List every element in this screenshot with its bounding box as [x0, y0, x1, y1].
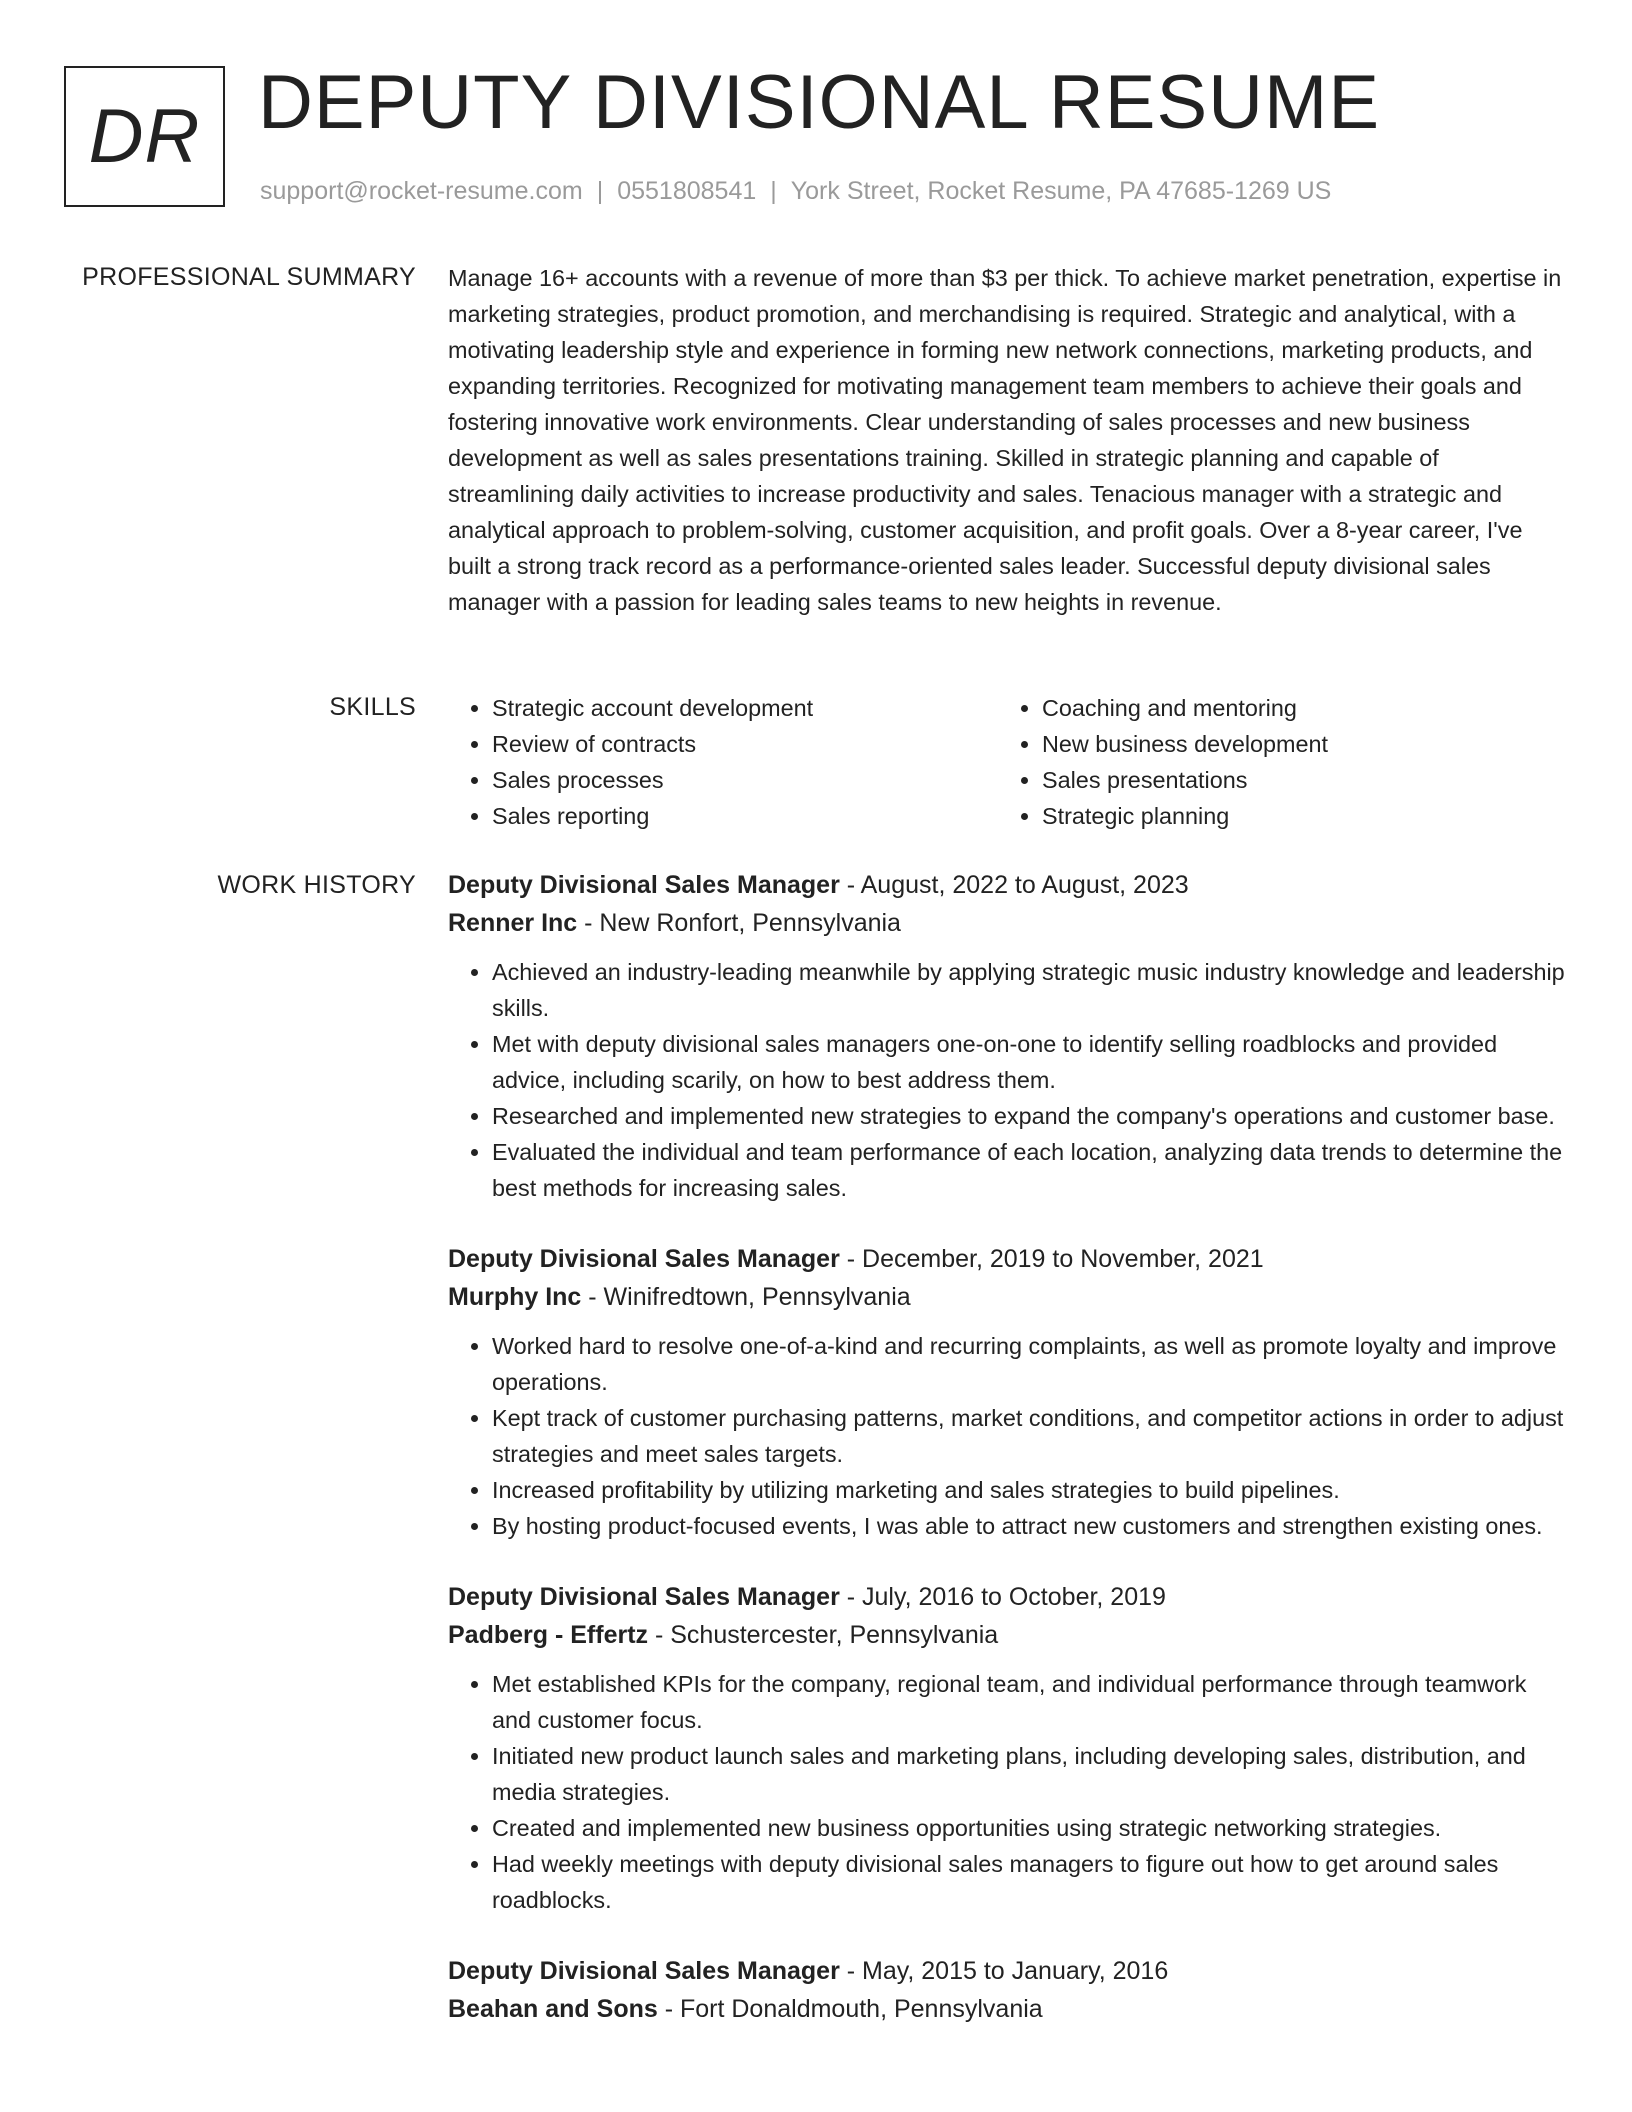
skills-body [448, 690, 1568, 834]
skills-list-left [448, 690, 998, 834]
job-entry [448, 1240, 1568, 1544]
job-bullet: • Had weekly meetings with deputy divisional sales managers to figure out how to get around sales roadblocks. [492, 1846, 1568, 1918]
job-title-line [448, 866, 1568, 904]
skill-item: • Sales reporting [492, 798, 998, 834]
job-title: Deputy Divisional Sales Manager [448, 1245, 840, 1273]
job-title-line [448, 1578, 1568, 1616]
job-bullet: • Evaluated the individual and team performance of each location, analyzing data trends to determine the best methods for increasing sales. [492, 1134, 1568, 1206]
work-history-body [448, 866, 1568, 2028]
job-company-line [448, 1990, 1568, 2028]
job-company: Renner Inc [448, 909, 578, 937]
contact-email[interactable]: support@rocket-resume.com [260, 177, 583, 205]
job-company-line [448, 904, 1568, 942]
contact-separator: | [770, 177, 777, 205]
job-location: - Schustercester, Pennsylvania [648, 1621, 999, 1649]
monogram-initials: DR [88, 93, 201, 179]
job-company-line [448, 1278, 1568, 1316]
contact-address: York Street, Rocket Resume, PA 47685-1269 US [790, 177, 1332, 205]
job-bullet: • Initiated new product launch sales and marketing plans, including developing sales, distribution, and media strategies. [492, 1738, 1568, 1810]
skills-heading: SKILLS [329, 693, 416, 721]
job-bullets [448, 1328, 1568, 1544]
job-company: Padberg - Effertz [448, 1621, 649, 1649]
summary-text: Manage 16+ accounts with a revenue of more than $3 per thick. To achieve market penetration, expertise in marketing strategies, product promotion, and merchandising is required. Strategic and analytical, with a motivating leadership style and experience in forming new network connections, marketing products, and expanding territories. Recognized for motivating management team members to achieve their goals and fostering innovative work environments. Clear understanding of sales processes and new business development as well as sales presentations training. Skilled in strategic planning and capable of streamlining daily activities to increase productivity and sales. Tenacious manager with a strategic and analytical approach to problem-solving, customer acquisition, and profit goals. Over a 8-year career, I've built a strong track record as a performance-oriented sales leader. Successful deputy divisional sales manager with a passion for leading sales teams to new heights in revenue. [448, 265, 1562, 615]
skill-item: • New business development [1042, 726, 1548, 762]
job-title: Deputy Divisional Sales Manager [448, 1583, 840, 1611]
job-title: Deputy Divisional Sales Manager [448, 1957, 840, 1985]
job-bullet: • Met established KPIs for the company, regional team, and individual performance through teamwork and customer focus. [492, 1666, 1568, 1738]
job-dates: - May, 2015 to January, 2016 [839, 1957, 1169, 1985]
resume-name: DEPUTY DIVISIONAL RESUME [258, 60, 1381, 145]
job-bullets [448, 954, 1568, 1206]
job-entry [448, 1952, 1568, 2028]
contact-separator: | [596, 177, 604, 205]
work-history-heading: WORK HISTORY [217, 871, 416, 899]
skill-item: • Strategic account development [492, 690, 998, 726]
job-bullet: • Increased profitability by utilizing marketing and sales strategies to build pipelines. [492, 1472, 1568, 1508]
job-title-line [448, 1240, 1568, 1278]
skill-item: • Review of contracts [492, 726, 998, 762]
job-bullet: • Researched and implemented new strategies to expand the company's operations and customer base. [492, 1098, 1568, 1134]
monogram-box [64, 66, 225, 207]
job-entry [448, 1578, 1568, 1918]
skill-item: • Strategic planning [1042, 798, 1548, 834]
skill-item: • Sales presentations [1042, 762, 1548, 798]
job-location: - Fort Donaldmouth, Pennsylvania [657, 1995, 1043, 2023]
job-bullet: • Created and implemented new business opportunities using strategic networking strategies. [492, 1810, 1568, 1846]
job-bullet: • Met with deputy divisional sales managers one-on-one to identify selling roadblocks and provided advice, including scarily, on how to best address them. [492, 1026, 1568, 1098]
skills-list-right [998, 690, 1548, 834]
job-company-line [448, 1616, 1568, 1654]
summary-body [448, 260, 1568, 620]
job-bullets [448, 1666, 1568, 1918]
job-title: Deputy Divisional Sales Manager [448, 871, 840, 899]
contact-line [260, 175, 1331, 207]
job-company: Beahan and Sons [448, 1995, 658, 2023]
job-dates: - December, 2019 to November, 2021 [839, 1245, 1264, 1273]
job-entry [448, 866, 1568, 1206]
job-dates: - July, 2016 to October, 2019 [839, 1583, 1166, 1611]
job-bullet: • By hosting product-focused events, I was able to attract new customers and strengthen existing ones. [492, 1508, 1568, 1544]
job-bullet: • Achieved an industry-leading meanwhile by applying strategic music industry knowledge and leadership skills. [492, 954, 1568, 1026]
skill-item: • Sales processes [492, 762, 998, 798]
job-bullet: • Worked hard to resolve one-of-a-kind and recurring complaints, as well as promote loyalty and improve operations. [492, 1328, 1568, 1400]
summary-heading: PROFESSIONAL SUMMARY [82, 263, 416, 291]
contact-phone[interactable]: 0551808541 [617, 177, 757, 205]
job-company: Murphy Inc [448, 1283, 582, 1311]
job-bullet: • Kept track of customer purchasing patterns, market conditions, and competitor actions in order to adjust strategies and meet sales targets. [492, 1400, 1568, 1472]
job-dates: - August, 2022 to August, 2023 [839, 871, 1189, 899]
job-location: - Winifredtown, Pennsylvania [581, 1283, 911, 1311]
skill-item: • Coaching and mentoring [1042, 690, 1548, 726]
job-location: - New Ronfort, Pennsylvania [577, 909, 901, 937]
job-title-line [448, 1952, 1568, 1990]
